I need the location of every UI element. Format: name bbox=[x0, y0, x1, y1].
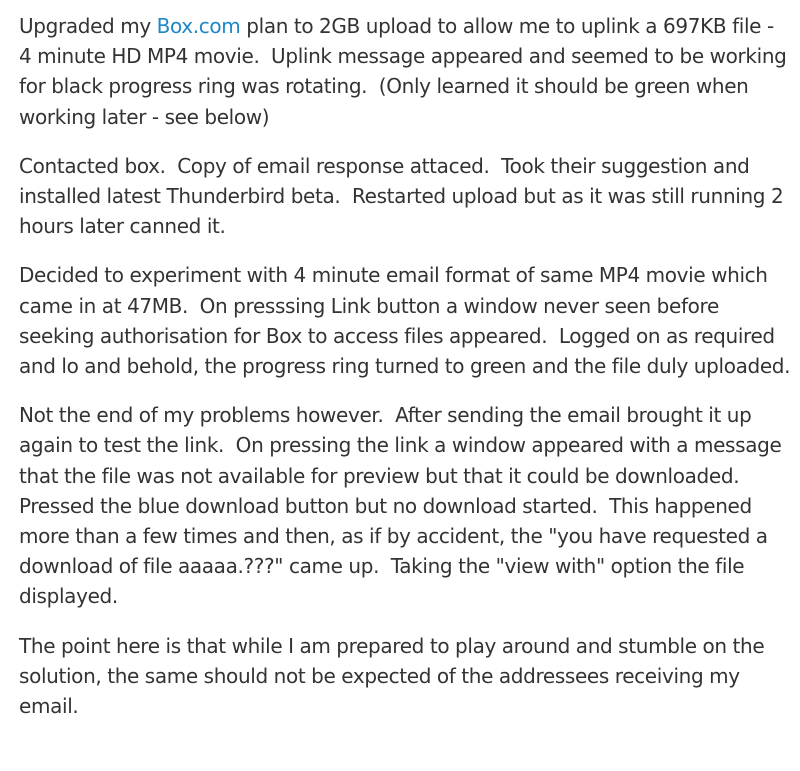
paragraph-upgrade-plan-intro: Upgraded my bbox=[19, 14, 157, 38]
post-body bbox=[19, 11, 791, 721]
paragraph-conclusion: The point here is that while I am prepared to play around and stumble on the solution, the same should not be expected of the addressees receiving my email. bbox=[19, 633, 771, 719]
box-com-link[interactable]: Box.com bbox=[156, 14, 241, 38]
paragraph-upgrade-plan bbox=[19, 11, 791, 132]
paragraph-upgrade-plan-rest: plan to 2GB upload to allow me to uplink a 697KB file - 4 minute HD MP4 movie. Uplink message appeared and seemed to be working for black progress ring was rotating. (Only learned it should be green when working later - see below) bbox=[19, 14, 793, 129]
paragraph-download-problems: Not the end of my problems however. After sending the email brought it up again to test the link. On pressing the link a window appeared with a message that the file was not available for preview but that it could be downloaded. Pressed the blue download button but no download started. This happened more than a few times and then, as if by accident, the "you have requested a download of file aaaaa.???" came up. Taking the "view with" option the file displayed. bbox=[19, 403, 788, 609]
paragraph-email-format-experiment: Decided to experiment with 4 minute email format of same MP4 movie which came in at 47MB. On presssing Link button a window never seen before seeking authorisation for Box to access files appeared. Logged on as required and lo and behold, the progress ring turned to green and the file duly uploaded. bbox=[19, 263, 791, 379]
paragraph-contacted-box: Contacted box. Copy of email response attaced. Took their suggestion and installed latest Thunderbird beta. Restarted upload but as it was still running 2 hours later canned it. bbox=[19, 153, 790, 239]
